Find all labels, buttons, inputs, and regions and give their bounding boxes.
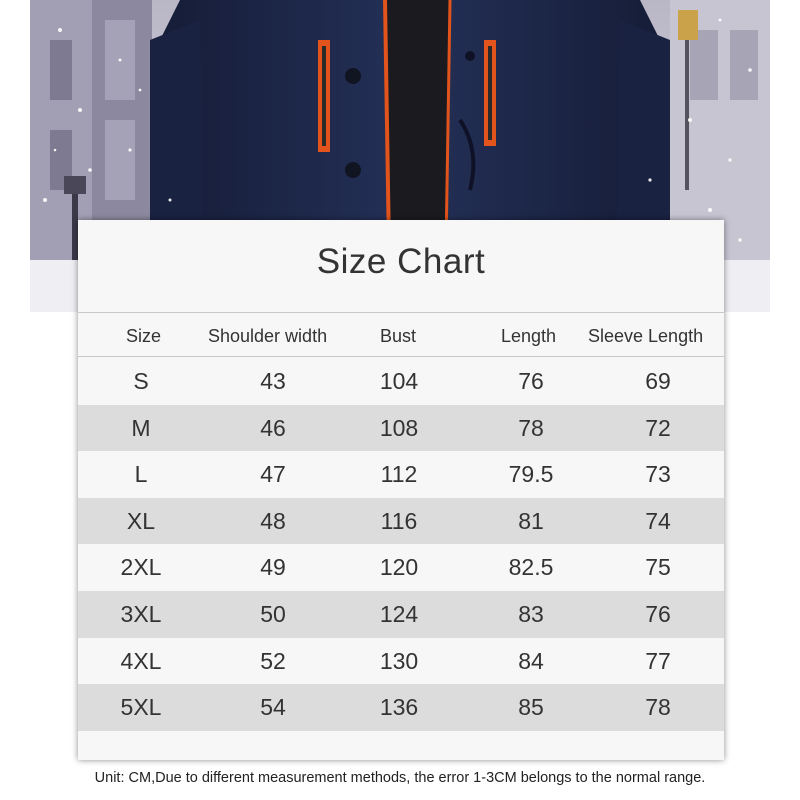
cell-bust: 104 (379, 368, 419, 394)
cell-size: XL (126, 507, 156, 534)
table-row (78, 544, 724, 591)
cell-shoulder-width: 47 (260, 461, 286, 488)
size-table-body (78, 358, 724, 731)
cell-bust: 130 (379, 647, 419, 674)
cell-bust: 116 (380, 507, 418, 534)
cell-sleeve-length: 77 (645, 647, 671, 674)
column-header-length: Length (501, 326, 557, 346)
header-divider (78, 356, 724, 357)
cell-length: 83 (518, 600, 544, 627)
column-header-size: Size (126, 326, 162, 346)
cell-size: 2XL (120, 554, 162, 581)
cell-bust: 120 (379, 554, 419, 581)
table-row (78, 498, 724, 545)
cell-bust: 124 (379, 600, 419, 627)
cell-shoulder-width: 46 (260, 414, 286, 441)
cell-length: 82.5 (508, 554, 554, 581)
cell-bust: 112 (380, 461, 418, 488)
size-chart-card (78, 220, 724, 760)
column-header-sleeve-length: Sleeve Length (588, 326, 704, 346)
table-row (78, 405, 724, 452)
cell-length: 76 (518, 368, 544, 394)
table-header-row (78, 316, 724, 356)
column-header-bust: Bust (380, 326, 417, 346)
cell-size: S (133, 368, 149, 394)
cell-shoulder-width: 52 (260, 647, 286, 674)
cell-length: 79.5 (508, 461, 554, 488)
cell-size: 3XL (120, 600, 162, 627)
table-row (78, 591, 724, 638)
cell-length: 84 (518, 647, 544, 674)
table-row (78, 638, 724, 685)
size-chart-title: Size Chart (316, 242, 486, 281)
cell-shoulder-width: 48 (260, 507, 286, 534)
cell-size: L (134, 461, 148, 488)
cell-shoulder-width: 49 (260, 554, 286, 581)
table-row (78, 684, 724, 731)
cell-sleeve-length: 74 (645, 507, 671, 534)
table-row (78, 358, 724, 405)
cell-shoulder-width: 43 (260, 368, 286, 394)
cell-length: 78 (518, 414, 544, 441)
cell-size: M (131, 414, 151, 441)
column-header-shoulder-width: Shoulder width (208, 326, 328, 346)
cell-sleeve-length: 75 (645, 554, 671, 581)
table-row (78, 451, 724, 498)
cell-sleeve-length: 69 (645, 368, 671, 394)
title-divider (78, 312, 724, 313)
cell-length: 85 (518, 694, 544, 721)
cell-sleeve-length: 78 (645, 694, 671, 721)
cell-length: 81 (518, 507, 544, 534)
cell-shoulder-width: 54 (260, 694, 286, 721)
cell-sleeve-length: 72 (645, 414, 671, 441)
cell-sleeve-length: 73 (645, 461, 671, 488)
unit-footnote: Unit: CM,Due to different measurement methods, the error 1-3CM belongs to the normal range. (94, 770, 706, 786)
cell-bust: 136 (379, 694, 419, 721)
cell-bust: 108 (379, 414, 419, 441)
cell-shoulder-width: 50 (260, 600, 286, 627)
cell-sleeve-length: 76 (645, 600, 671, 627)
cell-size: 4XL (120, 647, 162, 674)
cell-size: 5XL (120, 694, 162, 721)
